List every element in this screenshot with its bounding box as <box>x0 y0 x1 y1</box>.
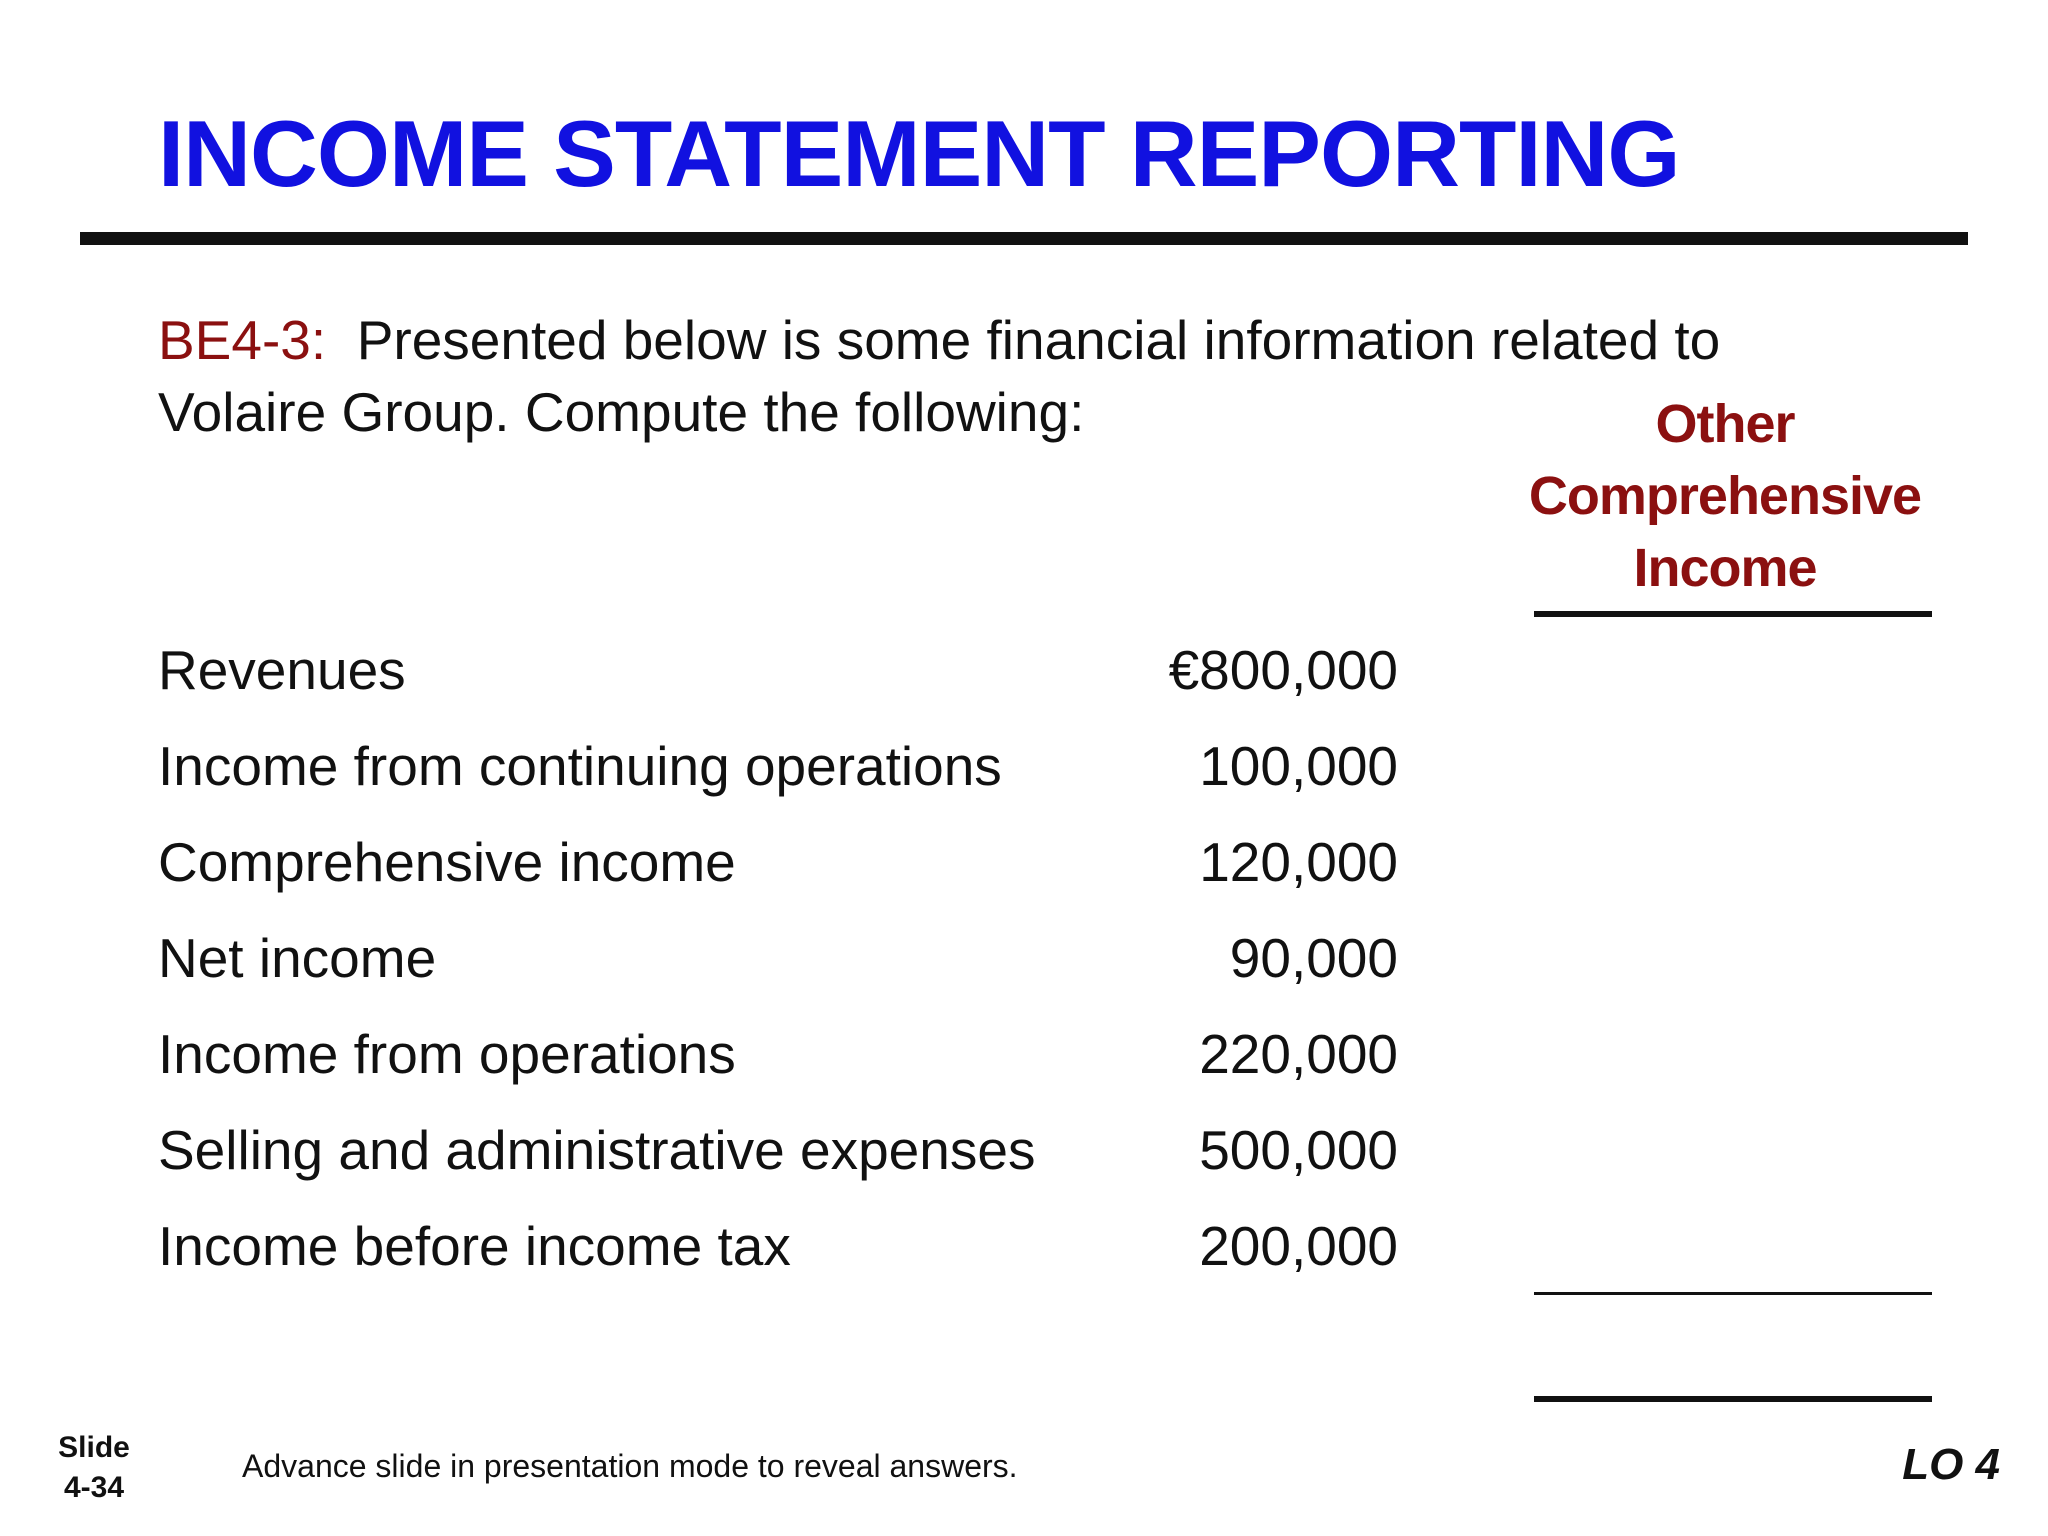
list-item <box>158 728 1398 824</box>
column-header-line-1: Other <box>1655 394 1795 454</box>
list-item <box>158 1208 1398 1304</box>
presentation-note: Advance slide in presentation mode to reveal answers. <box>242 1448 1018 1484</box>
item-label: Comprehensive income <box>158 831 736 893</box>
financial-items-list <box>158 632 1398 1304</box>
item-amount: 120,000 <box>1199 831 1398 893</box>
item-label: Income from operations <box>158 1023 736 1085</box>
item-amount: 500,000 <box>1199 1119 1398 1181</box>
answer-column-total-rule <box>1534 1396 1932 1402</box>
slide-number-label: Slide <box>58 1431 130 1464</box>
slide-number-value: 4-34 <box>63 1471 125 1504</box>
problem-text: Presented below is some financial information related to Volaire Group. Compute the following: <box>158 309 1721 443</box>
slide-number <box>40 1428 148 1508</box>
item-amount: 220,000 <box>1199 1023 1398 1085</box>
learning-objective-label: LO 4 <box>1902 1440 2000 1489</box>
list-item <box>158 632 1398 728</box>
item-label: Net income <box>158 927 437 989</box>
item-label: Revenues <box>158 639 406 701</box>
slide-title: INCOME STATEMENT REPORTING <box>158 101 1680 206</box>
list-item <box>158 1016 1398 1112</box>
column-header-underline <box>1534 611 1932 617</box>
list-item <box>158 920 1398 1016</box>
item-amount: 100,000 <box>1199 735 1398 797</box>
column-header-line-3: Income <box>1633 538 1817 598</box>
item-amount: 90,000 <box>1229 927 1398 989</box>
item-label: Income from continuing operations <box>158 735 1002 797</box>
title-divider <box>80 232 1968 245</box>
item-label: Selling and administrative expenses <box>158 1119 1036 1181</box>
item-label: Income before income tax <box>158 1215 791 1277</box>
column-header-other-comprehensive-income <box>1520 388 1930 604</box>
item-amount: 200,000 <box>1199 1215 1398 1277</box>
item-amount: €800,000 <box>1168 639 1398 701</box>
list-item <box>158 824 1398 920</box>
list-item <box>158 1112 1398 1208</box>
column-header-line-2: Comprehensive <box>1528 466 1922 526</box>
problem-label: BE4-3: <box>158 309 327 371</box>
answer-column-subtotal-rule <box>1534 1292 1932 1295</box>
